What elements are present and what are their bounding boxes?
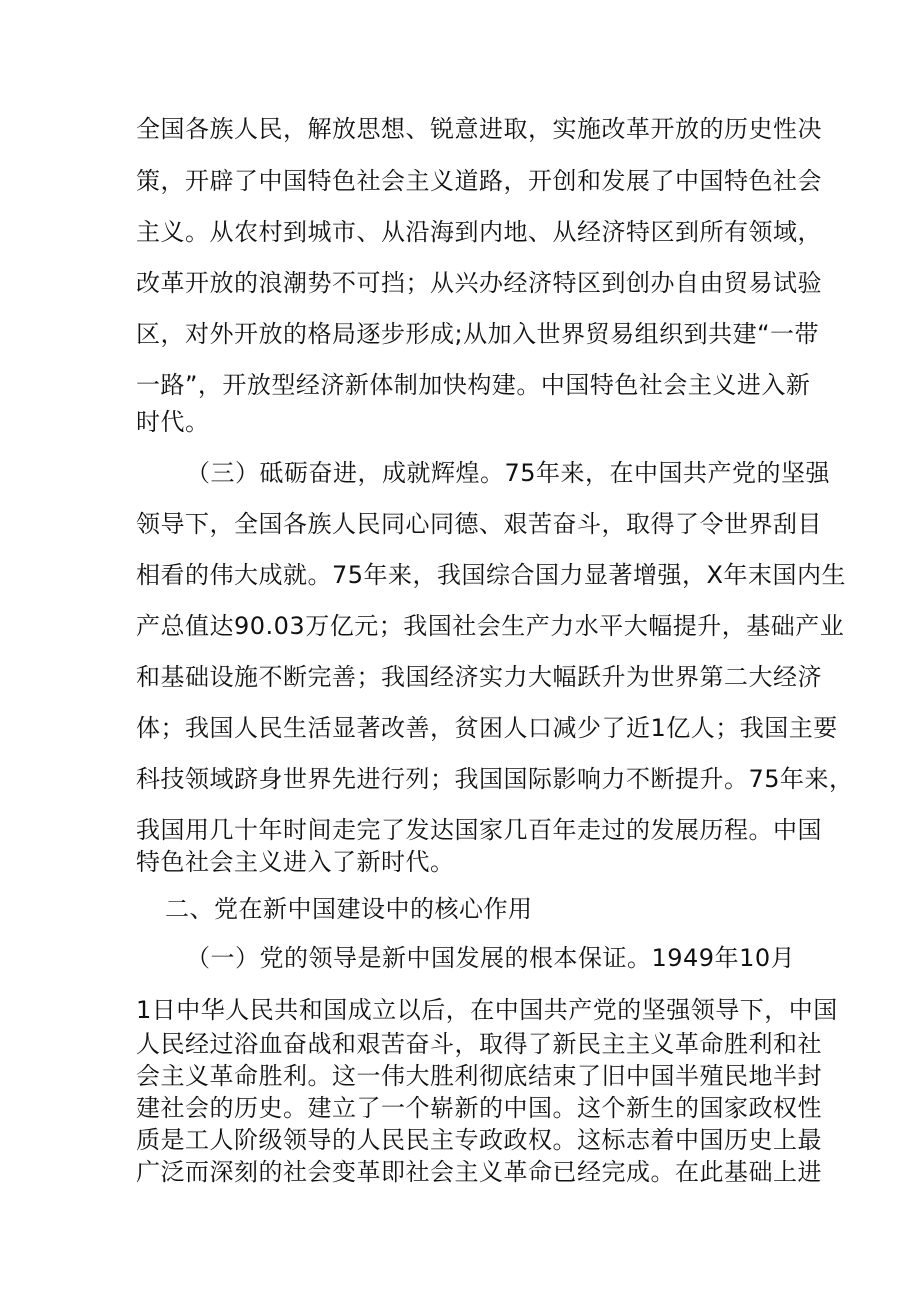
body-text-line: 1日中华人民共和国成立以后，在中国共产党的坚强领导下，中国 <box>136 996 838 1024</box>
body-text-line: 广泛而深刻的社会变革即社会主义革命已经完成。在此基础上进 <box>136 1158 822 1186</box>
body-text-line: 产总值达90.03万亿元；我国社会生产力水平大幅提升，基础产业 <box>136 612 845 640</box>
body-text-line: 会主义革命胜利。这一伟大胜利彻底结束了旧中国半殖民地半封 <box>136 1062 822 1090</box>
body-text-line: 人民经过浴血奋战和艰苦奋斗，取得了新民主主义革命胜利和社 <box>136 1030 822 1058</box>
body-text-line: 体；我国人民生活显著改善，贫困人口减少了近1亿人；我国主要 <box>136 714 838 742</box>
body-text-line: 全国各族人民，解放思想、锐意进取，实施改革开放的历史性决 <box>136 115 822 143</box>
body-text-line: 我国用几十年时间走完了发达国家几百年走过的发展历程。中国 <box>136 816 822 844</box>
body-text-line: 领导下，全国各族人民同心同德、艰苦奋斗，取得了令世界刮目 <box>136 510 822 538</box>
section-two-heading: 二、党在新中国建设中的核心作用 <box>165 895 533 923</box>
body-text-line: 科技领域跻身世界先进行列；我国国际影响力不断提升。75年来， <box>136 765 854 793</box>
body-text-line: 质是工人阶级领导的人民民主专政政权。这标志着中国历史上最 <box>136 1126 822 1154</box>
body-text-line: 相看的伟大成就。75年来，我国综合国力显著增强，X年末国内生 <box>136 561 846 589</box>
subsection-one-heading-line: （一）党的领导是新中国发展的根本保证。1949年10月 <box>186 944 796 972</box>
body-text-line: 时代。 <box>136 408 210 436</box>
body-text-line: 区，对外开放的格局逐步形成;从加入世界贸易组织到共建“一带 <box>136 320 820 348</box>
body-text-line: 建社会的历史。建立了一个崭新的中国。这个新生的国家政权性 <box>136 1094 822 1122</box>
body-text-line: 主义。从农村到城市、从沿海到内地、从经济特区到所有领域， <box>136 218 822 246</box>
body-text-line: 一路”，开放型经济新体制加快构建。中国特色社会主义进入新 <box>136 371 811 399</box>
body-text-line: 改革开放的浪潮势不可挡；从兴办经济特区到创办自由贸易试验 <box>136 269 822 297</box>
body-text-line: 特色社会主义进入了新时代。 <box>136 848 455 876</box>
subsection-three-heading-line: （三）砥砺奋进，成就辉煌。75年来，在中国共产党的坚强 <box>186 459 831 487</box>
body-text-line: 和基础设施不断完善；我国经济实力大幅跃升为世界第二大经济 <box>136 663 822 691</box>
body-text-line: 策，开辟了中国特色社会主义道路，开创和发展了中国特色社会 <box>136 167 822 195</box>
